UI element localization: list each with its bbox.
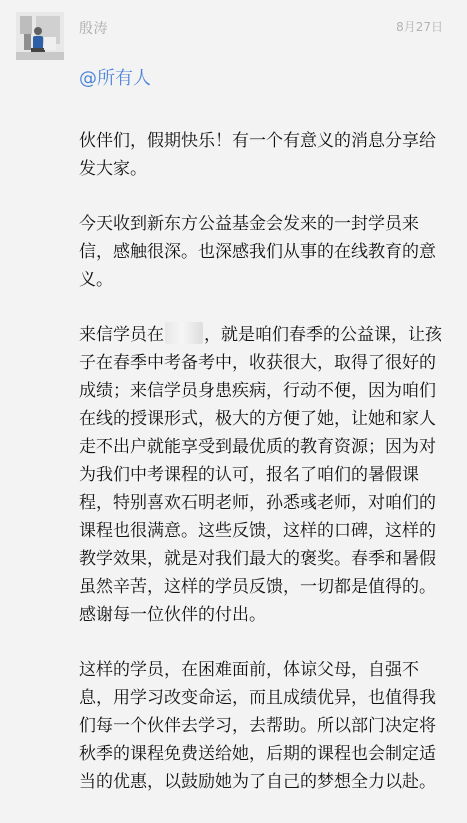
sender-name: 殷涛: [79, 21, 108, 37]
message-date: 8月27日: [396, 20, 443, 34]
message-paragraph-4: 这样的学员，在困难面前，体谅父母，自强不息，用学习改变命运，而且成绩优异，也值得我们每一个伙伴去学习，去帮助。所以部门决定将秋季的课程免费送给她，后期的课程也会制定适当的优惠，以鼓励她为了自己的梦想全力以赴。: [79, 660, 436, 792]
message-content: [79, 67, 449, 823]
mention-all[interactable]: @所有人: [79, 68, 151, 89]
message-paragraph-2: 今天收到新东方公益基金会发来的一封学员来信，感触很深。也深感我们从事的在线教育的意义。: [79, 214, 436, 290]
avatar[interactable]: [16, 12, 64, 60]
blurred-location-icon: [165, 322, 203, 344]
profile-photo-icon: [16, 12, 64, 60]
message-paragraph-1: 伙伴们，假期快乐！有一个有意义的消息分享给发大家。: [79, 131, 436, 179]
paragraph-3-before: 来信学员在: [79, 325, 164, 345]
paragraph-3-after: ，就是咱们春季的公益课，让孩子在春季中考备考中，收获很大，取得了很好的成绩；来信学员身患疾病，行动不便，因为咱们在线的授课形式，极大的方便了她，让她和家人走不出户就能享受到最优质的教育资源；因为对为我们中考课程的认可，报名了咱们的暑假课程，特别喜欢石明老师，孙悉彧老师，对咱们的课程也很满意。这些反馈，这样的口碑，这样的教学效果，就是对我们最大的褒奖。春季和暑假虽然辛苦，这样的学员反馈，一切都是值得的。感谢每一位伙伴的付出。: [79, 325, 442, 625]
message-paragraph-3: [79, 321, 449, 629]
